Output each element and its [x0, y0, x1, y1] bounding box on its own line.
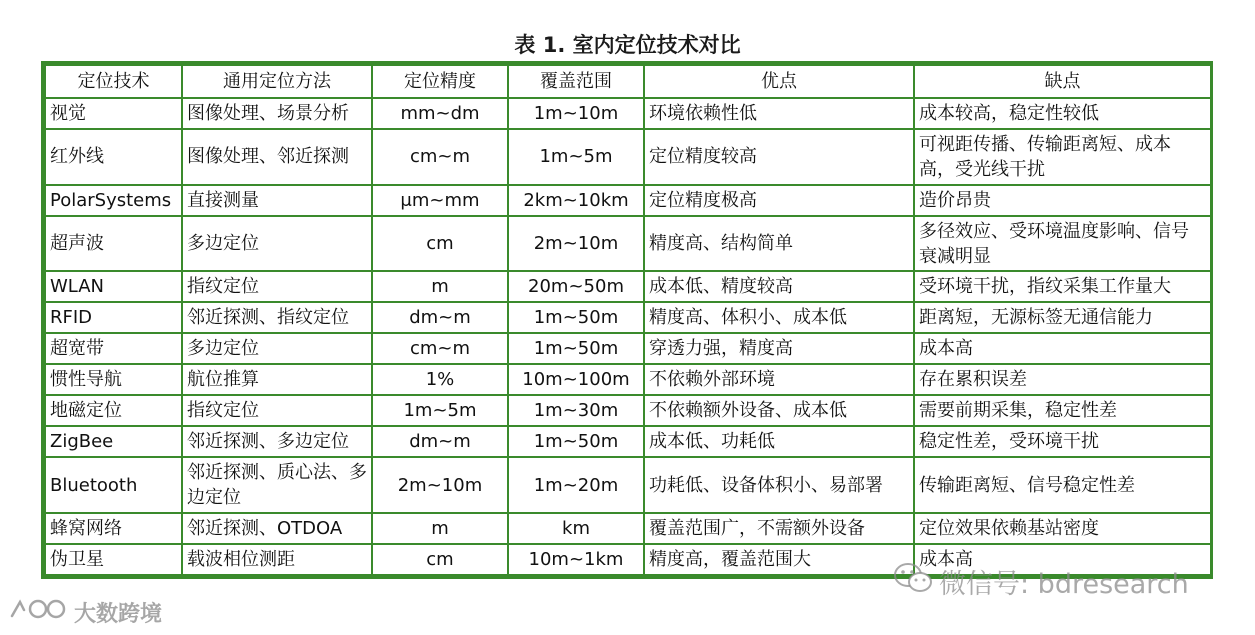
pros-cell: 定位精度极高 [644, 185, 914, 216]
coverage-cell: 20m~50m [508, 271, 644, 302]
cons-cell: 多径效应、受环境温度影响、信号衰减明显 [914, 216, 1211, 272]
pros-cell: 不依赖外部环境 [644, 364, 914, 395]
accuracy-cell: dm~m [372, 302, 508, 333]
method-cell: 指纹定位 [182, 271, 372, 302]
cons-cell: 成本高 [914, 333, 1211, 364]
table-row [45, 513, 1211, 544]
method-cell: 直接测量 [182, 185, 372, 216]
table-row [45, 185, 1211, 216]
accuracy-cell: cm [372, 544, 508, 575]
table-row [45, 426, 1211, 457]
pros-cell: 精度高、结构简单 [644, 216, 914, 272]
method-cell: 邻近探测、OTDOA [182, 513, 372, 544]
coverage-cell: 10m~100m [508, 364, 644, 395]
cons-cell: 定位效果依赖基站密度 [914, 513, 1211, 544]
cons-cell: 稳定性差，受环境干扰 [914, 426, 1211, 457]
method-cell: 图像处理、邻近探测 [182, 129, 372, 185]
pros-cell: 功耗低、设备体积小、易部署 [644, 457, 914, 513]
brand-logo-icon [8, 596, 68, 628]
coverage-cell: km [508, 513, 644, 544]
tech-cell: 视觉 [45, 98, 182, 129]
header-cell: 通用定位方法 [182, 65, 372, 98]
coverage-cell: 1m~10m [508, 98, 644, 129]
coverage-cell: 2m~10m [508, 216, 644, 272]
pros-cell: 成本低、精度较高 [644, 271, 914, 302]
wechat-watermark [893, 561, 1189, 601]
accuracy-cell: cm~m [372, 333, 508, 364]
coverage-cell: 1m~50m [508, 302, 644, 333]
tech-cell: 超声波 [45, 216, 182, 272]
tech-cell: 伪卫星 [45, 544, 182, 575]
pros-cell: 不依赖额外设备、成本低 [644, 395, 914, 426]
header-cell: 定位技术 [45, 65, 182, 98]
cons-cell: 可视距传播、传输距离短、成本高，受光线干扰 [914, 129, 1211, 185]
tech-cell: 红外线 [45, 129, 182, 185]
wechat-icon [893, 561, 933, 602]
pros-cell: 精度高、体积小、成本低 [644, 302, 914, 333]
cons-cell: 存在累积误差 [914, 364, 1211, 395]
table-row [45, 98, 1211, 129]
accuracy-cell: mm~dm [372, 98, 508, 129]
cons-cell: 距离短，无源标签无通信能力 [914, 302, 1211, 333]
tech-cell: WLAN [45, 271, 182, 302]
pros-cell: 覆盖范围广，不需额外设备 [644, 513, 914, 544]
method-cell: 邻近探测、质心法、多边定位 [182, 457, 372, 513]
table-row [45, 333, 1211, 364]
pros-cell: 精度高，覆盖范围大 [644, 544, 914, 575]
table-row [45, 457, 1211, 513]
accuracy-cell: dm~m [372, 426, 508, 457]
tech-cell: RFID [45, 302, 182, 333]
header-cell: 缺点 [914, 65, 1211, 98]
coverage-cell: 2km~10km [508, 185, 644, 216]
accuracy-cell: 1m~5m [372, 395, 508, 426]
coverage-cell: 1m~50m [508, 333, 644, 364]
header-cell: 定位精度 [372, 65, 508, 98]
coverage-cell: 10m~1km [508, 544, 644, 575]
comparison-table [44, 64, 1212, 576]
method-cell: 邻近探测、多边定位 [182, 426, 372, 457]
brand-watermark [8, 596, 162, 628]
table-row [45, 271, 1211, 302]
method-cell: 图像处理、场景分析 [182, 98, 372, 129]
cons-cell: 受环境干扰，指纹采集工作量大 [914, 271, 1211, 302]
table-row [45, 302, 1211, 333]
cons-cell: 成本较高，稳定性较低 [914, 98, 1211, 129]
pros-cell: 穿透力强，精度高 [644, 333, 914, 364]
accuracy-cell: cm [372, 216, 508, 272]
header-cell: 覆盖范围 [508, 65, 644, 98]
method-cell: 载波相位测距 [182, 544, 372, 575]
table-row [45, 364, 1211, 395]
accuracy-cell: μm~mm [372, 185, 508, 216]
accuracy-cell: m [372, 271, 508, 302]
table-title: 表 1. 室内定位技术对比 [514, 33, 741, 57]
method-cell: 多边定位 [182, 216, 372, 272]
coverage-cell: 1m~50m [508, 426, 644, 457]
header-cell: 优点 [644, 65, 914, 98]
cons-cell: 成本高 [914, 544, 1211, 575]
table-row [45, 129, 1211, 185]
cons-cell: 造价昂贵 [914, 185, 1211, 216]
table-row [45, 395, 1211, 426]
tech-cell: 惯性导航 [45, 364, 182, 395]
tech-cell: ZigBee [45, 426, 182, 457]
cons-cell: 需要前期采集，稳定性差 [914, 395, 1211, 426]
accuracy-cell: 1% [372, 364, 508, 395]
table-header-row [45, 65, 1211, 98]
comparison-table-frame [41, 61, 1213, 579]
brand-text: 大数跨境 [74, 601, 163, 627]
accuracy-cell: cm~m [372, 129, 508, 185]
table-row [45, 216, 1211, 272]
tech-cell: 超宽带 [45, 333, 182, 364]
tech-cell: Bluetooth [45, 457, 182, 513]
cons-cell: 传输距离短、信号稳定性差 [914, 457, 1211, 513]
tech-cell: PolarSystems [45, 185, 182, 216]
pros-cell: 定位精度较高 [644, 129, 914, 185]
table-body [45, 98, 1211, 575]
accuracy-cell: 2m~10m [372, 457, 508, 513]
watermark-text: 微信号: bdresearch [939, 568, 1189, 600]
coverage-cell: 1m~20m [508, 457, 644, 513]
coverage-cell: 1m~30m [508, 395, 644, 426]
method-cell: 邻近探测、指纹定位 [182, 302, 372, 333]
method-cell: 航位推算 [182, 364, 372, 395]
method-cell: 指纹定位 [182, 395, 372, 426]
tech-cell: 地磁定位 [45, 395, 182, 426]
tech-cell: 蜂窝网络 [45, 513, 182, 544]
pros-cell: 环境依赖性低 [644, 98, 914, 129]
method-cell: 多边定位 [182, 333, 372, 364]
pros-cell: 成本低、功耗低 [644, 426, 914, 457]
coverage-cell: 1m~5m [508, 129, 644, 185]
accuracy-cell: m [372, 513, 508, 544]
